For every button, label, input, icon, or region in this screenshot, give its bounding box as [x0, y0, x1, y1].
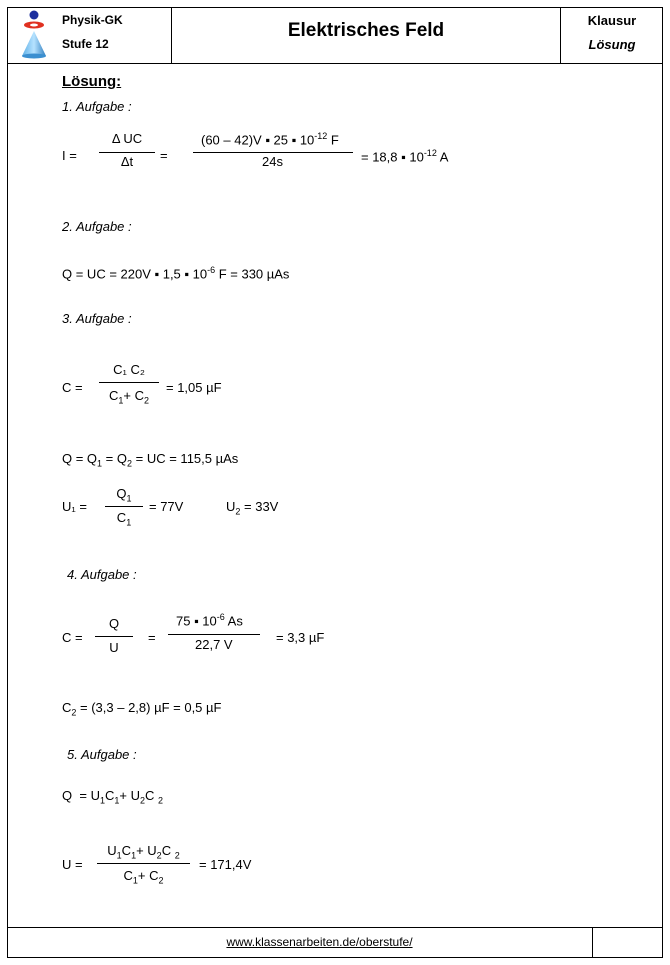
- task4-lhs: C =: [62, 630, 83, 645]
- task4-num2: 75 ▪ $10^{-6}$ As: [176, 612, 243, 629]
- task5-u-bar: [97, 863, 190, 864]
- footer-divider: [7, 927, 663, 928]
- header-subtitle: Lösung: [588, 37, 636, 52]
- task1-num2: (60 – 42)V ▪ 25 ▪ $10^{-12}$ F: [201, 131, 339, 148]
- task1-eq: =: [160, 148, 168, 163]
- task4-eq: =: [148, 630, 156, 645]
- task3-c-result: = 1,05 µF: [166, 380, 222, 395]
- task3-u1-result: = 77V: [149, 499, 184, 514]
- task3-u1-bar: [105, 506, 143, 507]
- task3-c-den: $C_1+ C_2$: [108, 388, 149, 406]
- task3-u1-lhs: U₁ =: [62, 499, 87, 514]
- task5-label: 5. Aufgabe :: [67, 747, 137, 762]
- task1-label: 1. Aufgabe :: [62, 99, 132, 114]
- task3-u2: $U_2 = 33V$: [226, 499, 279, 517]
- task3-u1-den: $C_1$: [116, 510, 132, 528]
- task3-c-bar: [99, 382, 159, 383]
- task3-c-num: C₁ C₂: [113, 362, 145, 377]
- task4-bar1: [95, 636, 133, 637]
- footer-link[interactable]: www.klassenarbeiten.de/oberstufe/: [226, 935, 413, 949]
- solution-heading: Lösung:: [62, 73, 122, 90]
- header-level: Stufe 12: [62, 37, 109, 51]
- page-title: Elektrisches Feld: [287, 20, 445, 41]
- task1-lhs: I =: [62, 148, 77, 163]
- page-frame: [7, 7, 663, 958]
- school-logo-icon: [17, 10, 51, 60]
- task5-u-lhs: U =: [62, 857, 83, 872]
- task4-den2: 22,7 V: [195, 637, 233, 652]
- task1-num1: Δ UC: [111, 131, 143, 146]
- task4-c2-line: $C_2 = (3,3 - 2,8) \mu F = 0,5$ µF: [62, 700, 222, 718]
- task1-fraction2-bar: [193, 152, 353, 153]
- task5-u-num: $U_1C_1+ U_2C$ $_2$: [107, 843, 180, 861]
- task5-q-line: $Q = U_1C_1+ U_2C$ $_2$: [62, 788, 164, 806]
- task2-label: 2. Aufgabe :: [62, 219, 132, 234]
- task5-u-den: $C_1+ C_2$: [123, 868, 164, 886]
- task1-den1: Δt: [120, 154, 134, 169]
- task4-bar2: [168, 634, 260, 635]
- task2-equation: Q = UC = 220V ▪ 1,5 ▪ $10^{-6}$ F = 330 µAs: [62, 265, 290, 282]
- header-subject: Physik-GK: [62, 13, 123, 27]
- task4-result: = 3,3 µF: [276, 630, 325, 645]
- header-type: Klausur: [587, 13, 637, 28]
- task4-label: 4. Aufgabe :: [67, 567, 137, 582]
- task4-den1: U: [109, 640, 119, 655]
- header-divider: [7, 63, 663, 64]
- task3-c-lhs: C =: [62, 380, 83, 395]
- task1-fraction1-bar: [99, 152, 155, 153]
- task3-q-line: $Q = Q_1 = Q_2$ = UC = 115,5 µAs: [62, 451, 239, 469]
- task4-num1: Q: [108, 616, 120, 631]
- task3-label: 3. Aufgabe :: [62, 311, 132, 326]
- task1-den2: 24s: [262, 154, 283, 169]
- task5-u-result: = 171,4V: [199, 857, 252, 872]
- task3-u1-num: $Q_1$: [116, 486, 132, 504]
- task1-result: = 18,8 ▪ $10^{-12}$ A: [361, 148, 449, 165]
